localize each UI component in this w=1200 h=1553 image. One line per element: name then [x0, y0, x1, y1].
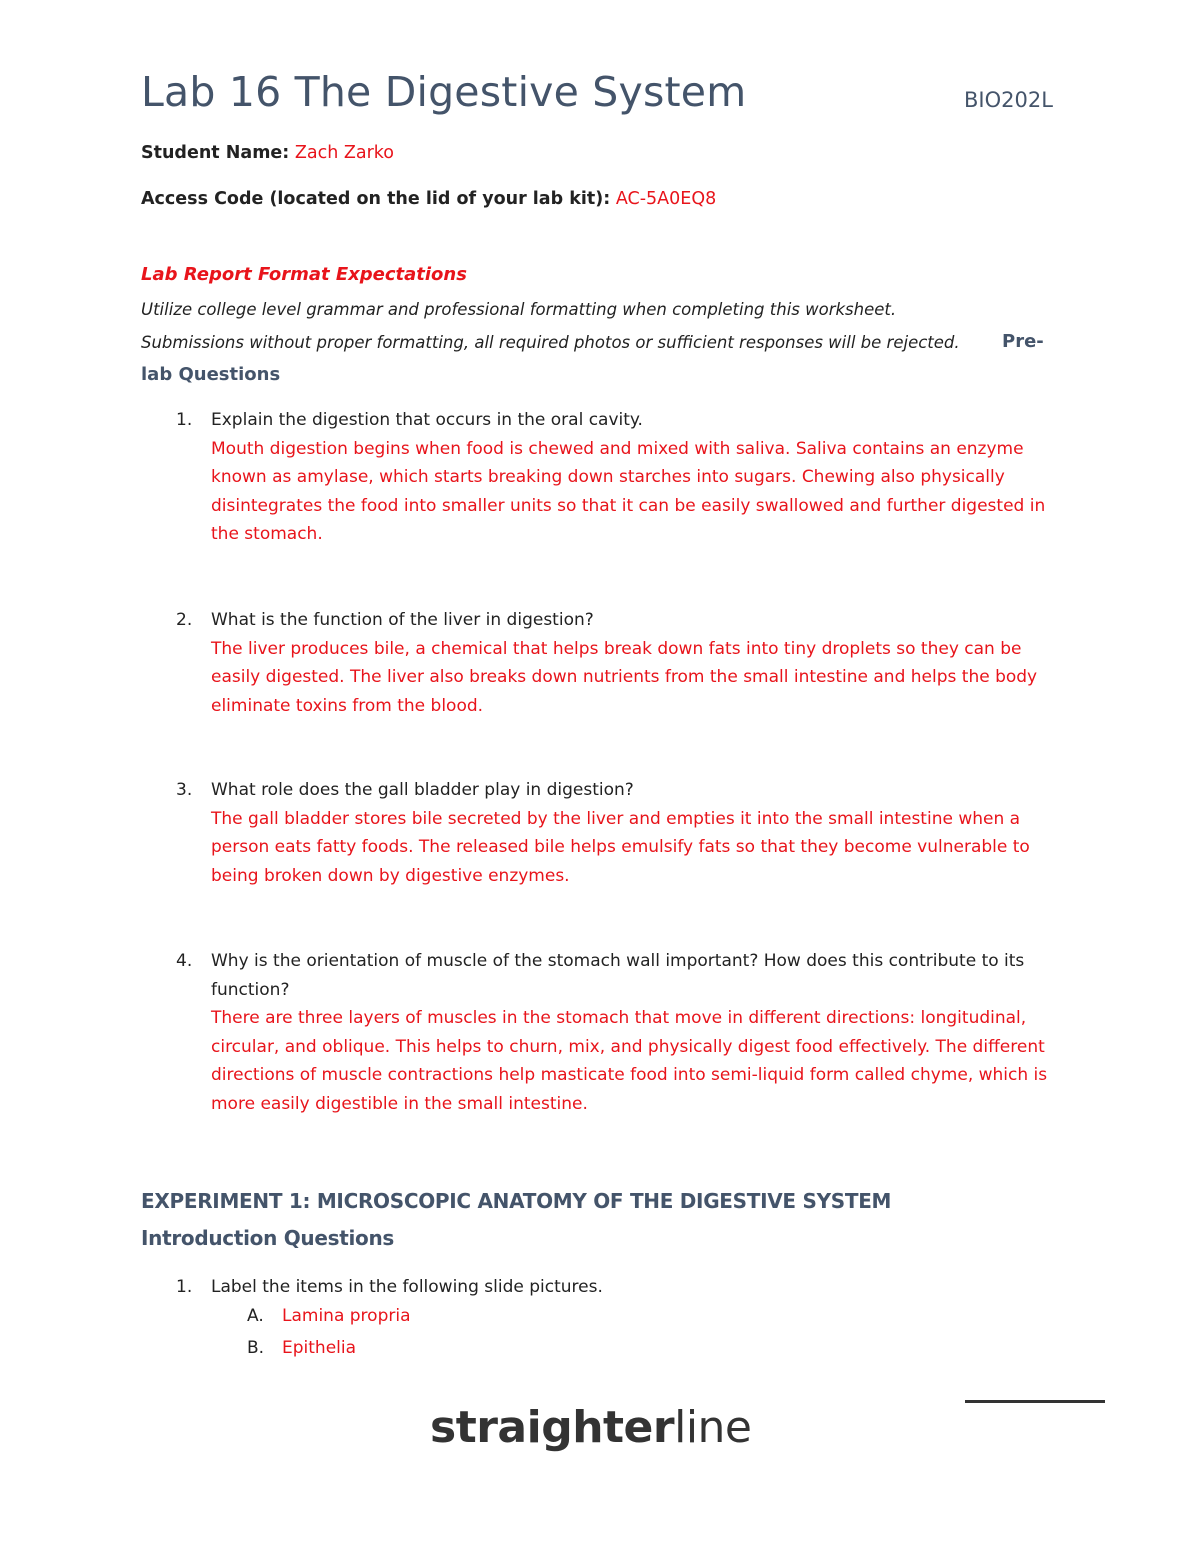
- prelab-question-3: [141, 776, 1071, 890]
- course-code: BIO202L: [964, 88, 1053, 112]
- prelab-question-4: [141, 947, 1071, 1119]
- student-name-label: Student Name:: [141, 143, 290, 163]
- prelab-question-1: [141, 406, 1071, 549]
- question-answer: The gall bladder stores bile secreted by the liver and empties it into the small intestine when a person eats fatty foods. The released bile helps emulsify fats so that they become vulnerable to being broken down by digestive enzymes.: [211, 808, 1030, 886]
- prelab-heading-part2: lab Questions: [141, 364, 281, 385]
- introduction-heading: Introduction Questions: [141, 1226, 395, 1250]
- experiment-heading: EXPERIMENT 1: MICROSCOPIC ANATOMY OF THE DIGESTIVE SYSTEM: [141, 1189, 892, 1213]
- format-line-1: Utilize college level grammar and professional formatting when completing this worksheet.: [141, 300, 897, 319]
- document-title: Lab 16 The Digestive System: [141, 68, 747, 116]
- student-name-value: Zach Zarko: [294, 143, 395, 163]
- question-number: 2.: [176, 610, 193, 630]
- prelab-question-2: [141, 606, 1071, 720]
- access-code-label: Access Code (located on the lid of your lab kit):: [141, 189, 611, 209]
- question-text: Why is the orientation of muscle of the stomach wall important? How does this contribute to its function?: [211, 951, 1025, 1000]
- logo-wordmark: [430, 1398, 752, 1458]
- straighterline-logo: [430, 1398, 760, 1458]
- format-line-2: Submissions without proper formatting, all required photos or sufficient responses will be rejected.: [141, 333, 960, 352]
- intro-question-number: 1.: [176, 1277, 193, 1297]
- question-text: Explain the digestion that occurs in the oral cavity.: [211, 410, 643, 430]
- student-name-field: [141, 143, 394, 163]
- access-code-value: AC-5A0EQ8: [615, 189, 717, 209]
- question-number: 3.: [176, 780, 193, 800]
- question-number: 1.: [176, 410, 193, 430]
- label-item-value: Epithelia: [282, 1338, 357, 1358]
- question-answer: The liver produces bile, a chemical that helps break down fats into tiny droplets so they can be easily digested. The liver also breaks down nutrients from the small intestine and helps the body eliminate toxins from the blood.: [211, 638, 1038, 716]
- intro-question-text: Label the items in the following slide pictures.: [211, 1277, 603, 1297]
- question-answer: There are three layers of muscles in the stomach that move in different directions: longitudinal, circular, and oblique. This helps to churn, mix, and physically digest food effectively. The different directions of muscle contractions help masticate food into semi-liquid form called chyme, which is more easily digestible in the small intestine.: [211, 1008, 1048, 1114]
- prelab-heading-part1: Pre-: [1002, 331, 1044, 352]
- format-heading: Lab Report Format Expectations: [141, 264, 467, 285]
- logo-overline: [965, 1400, 1105, 1403]
- label-item-value: Lamina propria: [282, 1306, 411, 1326]
- logo-text-bold: straighter: [430, 1402, 675, 1453]
- question-text: What is the function of the liver in digestion?: [211, 610, 594, 630]
- logo-text-light: line: [674, 1402, 752, 1453]
- question-text: What role does the gall bladder play in digestion?: [211, 780, 634, 800]
- label-item-letter: B.: [247, 1338, 265, 1358]
- label-item-letter: A.: [247, 1306, 264, 1326]
- access-code-field: [141, 189, 716, 209]
- question-number: 4.: [176, 951, 193, 971]
- question-answer: Mouth digestion begins when food is chewed and mixed with saliva. Saliva contains an enzyme known as amylase, which starts breaking down starches into sugars. Chewing also physically disintegrates the food into smaller units so that it can be easily swallowed and further digested in the stomach.: [211, 438, 1046, 545]
